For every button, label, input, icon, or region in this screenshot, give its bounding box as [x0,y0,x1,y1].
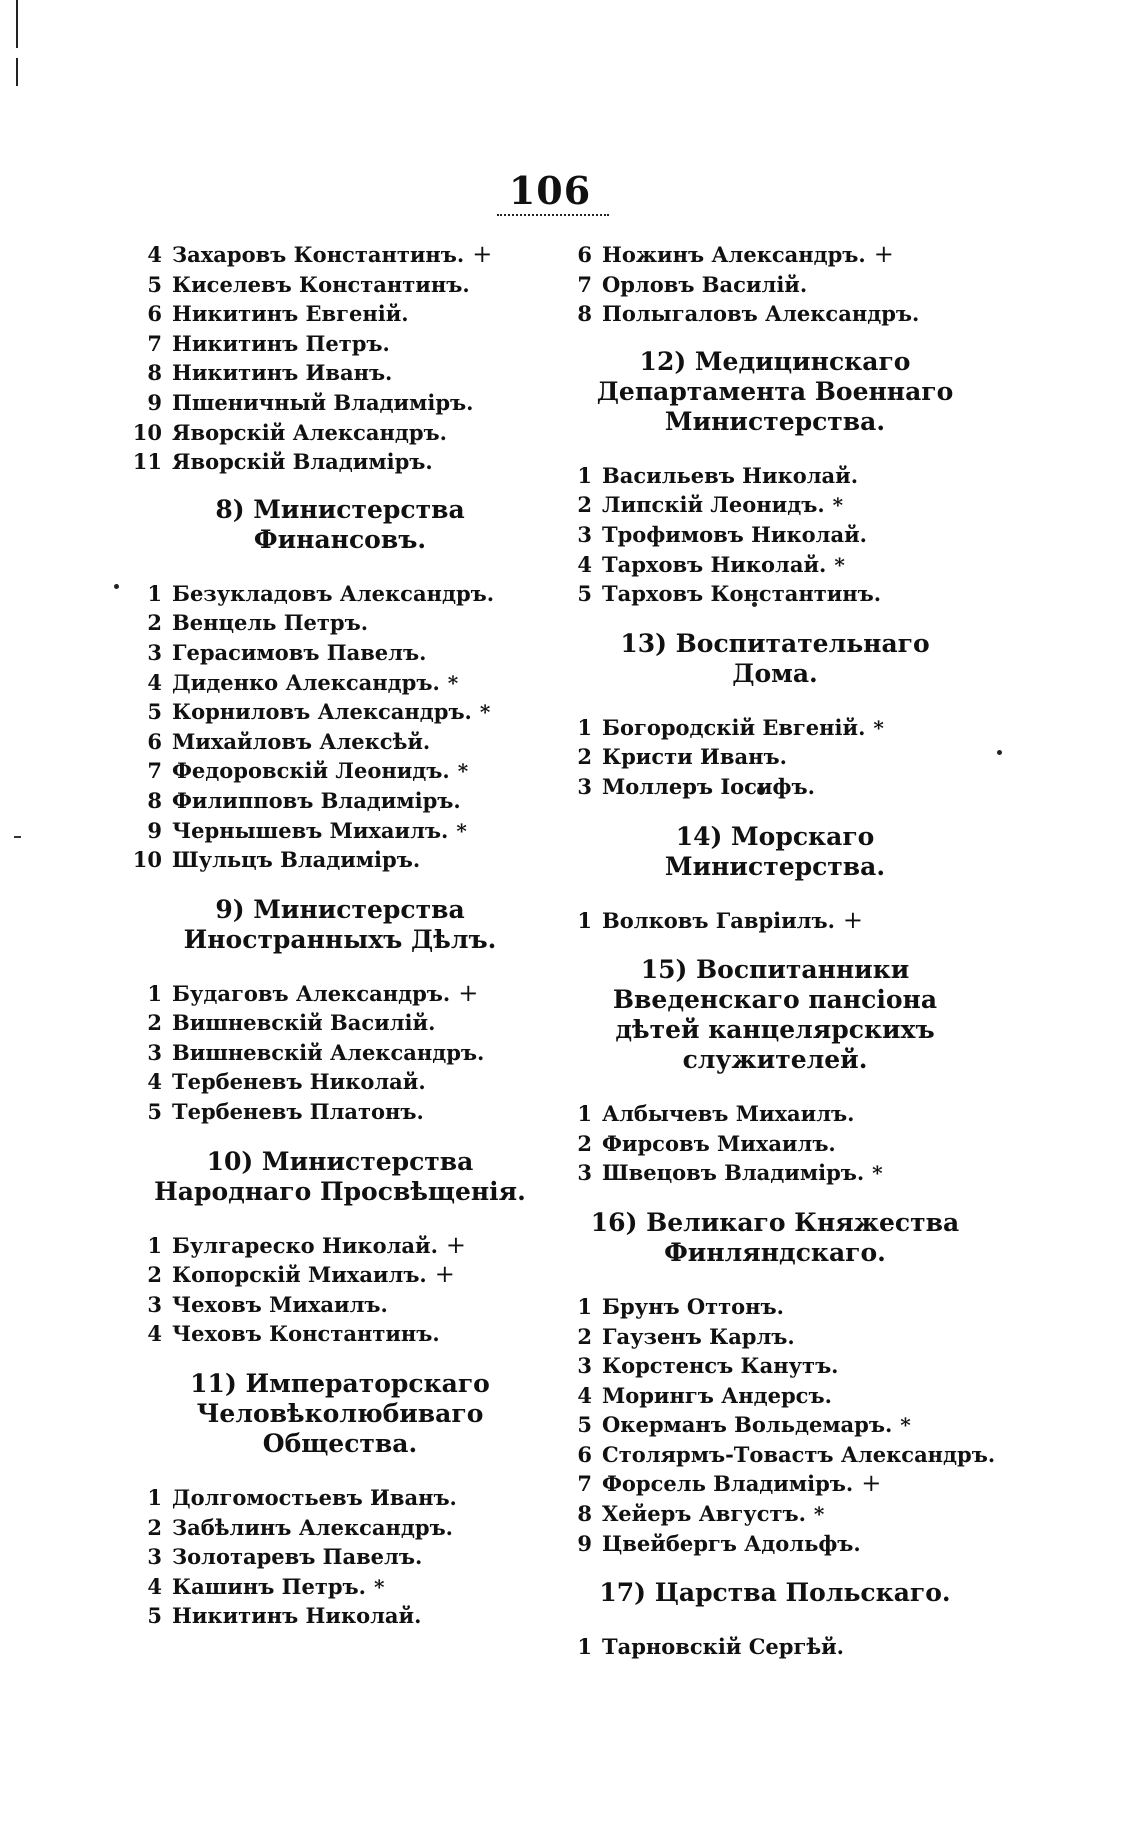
entry-name: Форсель Владиміръ. [602,1471,854,1497]
entry-number: 4 [147,1069,162,1095]
asterisk-mark: * [832,493,844,518]
section-heading [560,629,990,689]
asterisk-mark: * [873,715,884,740]
entry-number: 7 [577,271,592,297]
entry-name: Копорскій Михаилъ. [172,1262,427,1288]
list-item [130,756,550,786]
list-item [130,608,550,638]
entry-number: 10 [132,847,162,873]
list-item [560,1292,990,1322]
entry-number: 5 [577,581,592,607]
entry-name: Вишневскій Василій. [172,1010,436,1036]
entry-number: 5 [147,1603,162,1629]
entry-name: Никитинъ Петръ. [172,330,390,356]
entry-name: Забѣлинъ Александръ. [172,1514,453,1540]
entry-name: Столярмъ-Товастъ Александръ. [602,1441,996,1467]
asterisk-mark: * [834,552,845,577]
entry-name: Корниловъ Александръ. [172,699,472,725]
section-heading [560,1208,990,1268]
list-item [130,240,550,270]
entry-number: 8 [147,787,162,813]
entry-number: 7 [147,330,162,356]
entry-name: Золотаревъ Павелъ. [172,1544,423,1570]
section-heading [130,1147,550,1207]
scan-speck [114,584,119,589]
entry-number: 1 [577,907,592,933]
section-heading [560,955,990,1075]
list-item [130,447,550,477]
list-item [130,1067,550,1097]
entry-number: 1 [147,1232,162,1258]
entry-number: 1 [147,580,162,606]
list-item [130,845,550,875]
list-item [560,299,990,329]
entry-name: Трофимовъ Николай. [602,521,867,547]
entry-name: Гаузенъ Карлъ. [602,1323,795,1349]
section-title: 10) Министерства Народнаго Просвѣщенія. [154,1146,526,1206]
list-item [130,1319,550,1349]
entry-name: Чеховъ Константинъ. [172,1321,440,1347]
list-item [560,1322,990,1352]
section-title: 9) Министерства Иностранныхъ Дѣлъ. [183,894,497,954]
entry-number: 4 [147,1321,162,1347]
entry-name: Михайловъ Алексѣй. [172,728,431,754]
entry-number: 6 [147,728,162,754]
entry-number: 6 [577,242,592,267]
list-item [560,270,990,300]
list-item [130,638,550,668]
entry-name: Кашинъ Петръ. [172,1573,366,1599]
entry-name: Долгомостьевъ Иванъ. [172,1485,457,1511]
entry-name: Безукладовъ Александръ. [172,580,495,606]
entry-number: 3 [147,1544,162,1570]
entry-number: 4 [577,1382,592,1408]
list-item [130,1260,550,1290]
entry-name: Тарховъ Николай. [602,551,827,577]
cross-mark: + [458,978,479,1007]
section-title: 12) Медицинскаго Департамента Военнаго Министерства. [596,346,954,436]
entry-number: 5 [147,699,162,725]
entry-number: 2 [577,1130,592,1156]
entry-number: 5 [147,1099,162,1125]
entry-number: 5 [147,271,162,297]
scan-speck [14,836,21,838]
entry-name: Чернышевъ Михаилъ. [172,817,449,843]
section-heading [560,1578,990,1608]
entry-number: 4 [577,551,592,577]
entry-name: Фирсовъ Михаилъ. [602,1130,836,1156]
entry-name: Полыгаловъ Александръ. [602,301,920,327]
list-item [560,490,990,520]
entry-number: 1 [577,714,592,740]
list-item [130,388,550,418]
list-item [560,461,990,491]
entry-name: Тербеневъ Платонъ. [172,1099,424,1125]
section-title: 11) Императорскаго Человѣколюбиваго Общества. [190,1369,490,1459]
scan-edge-line [16,58,18,86]
cross-mark: + [472,240,493,268]
list-item [560,1632,990,1662]
list-item [130,1097,550,1127]
entry-name: Морингъ Андерсъ. [602,1382,832,1408]
entry-name: Албычевъ Михаилъ. [602,1101,855,1127]
section-heading [130,1369,550,1459]
entry-name: Богородскій Евгеній. [602,714,866,740]
entry-number: 1 [577,1634,592,1660]
list-item [560,579,990,609]
list-item [130,727,550,757]
entry-number: 7 [577,1471,592,1497]
list-item [130,1290,550,1320]
entry-name: Ножинъ Александръ. [602,242,866,267]
entry-name: Корстенсъ Канутъ. [602,1353,839,1379]
list-item [130,816,550,846]
list-item [130,1542,550,1572]
left-column [130,240,550,1631]
entry-name: Кристи Иванъ. [602,744,787,770]
cross-mark: + [873,240,894,268]
entry-name: Тарховъ Константинъ. [602,581,882,607]
asterisk-mark: * [447,670,459,695]
section-title: 16) Великаго Княжества Финляндскаго. [590,1207,960,1267]
entry-number: 4 [147,1573,162,1599]
entry-name: Вишневскій Александръ. [172,1039,485,1065]
section-title: 15) Воспитанники Введенскаго пансіона дѣтей канцелярскихъ служителей. [612,955,938,1075]
entry-number: 8 [577,301,592,327]
entry-name: Пшеничный Владиміръ. [172,389,474,415]
entry-number: 4 [147,242,162,267]
section-heading [560,347,990,437]
asterisk-mark: * [456,818,467,843]
entry-number: 1 [577,1293,592,1319]
entry-name: Хейеръ Августъ. [602,1501,806,1527]
entry-name: Чеховъ Михаилъ. [172,1291,388,1317]
cross-mark: + [445,1230,466,1259]
list-item [130,1038,550,1068]
list-item [560,906,990,936]
entry-number: 9 [577,1530,592,1556]
entry-number: 2 [147,610,162,636]
section-heading [130,895,550,955]
entry-name: Диденко Александръ. [172,669,440,695]
list-item [560,240,990,270]
asterisk-mark: * [900,1413,911,1438]
list-item [130,1572,550,1602]
entry-name: Никитинъ Евгеній. [172,301,409,327]
entry-number: 4 [147,669,162,695]
entry-number: 3 [577,1160,592,1186]
entry-name: Брунъ Оттонъ. [602,1293,784,1319]
list-item [560,1469,990,1499]
page-number: 106 [508,168,592,213]
entry-number: 8 [147,360,162,386]
entry-number: 5 [577,1412,592,1438]
entry-number: 1 [577,1101,592,1127]
asterisk-mark: * [813,1502,825,1527]
entry-name: Моллеръ Іосифъ. [602,773,815,799]
asterisk-mark: * [872,1161,883,1186]
entry-name: Тербеневъ Николай. [172,1069,426,1095]
entry-number: 1 [147,980,162,1006]
list-item [560,1129,990,1159]
entry-name: Венцель Петръ. [172,610,369,636]
entry-number: 3 [147,1291,162,1317]
list-item [560,1351,990,1381]
entry-number: 11 [132,449,162,475]
entry-name: Киселевъ Константинъ. [172,271,470,297]
entry-number: 6 [577,1441,592,1467]
list-item [130,1008,550,1038]
entry-number: 9 [147,389,162,415]
asterisk-mark: * [457,759,469,784]
entry-number: 2 [147,1514,162,1540]
section-title: 14) Морскаго Министерства. [664,821,886,881]
entry-name: Тарновскій Сергѣй. [602,1634,844,1660]
page-number-underline [497,214,609,216]
entry-name: Цвейбергъ Адольфъ. [602,1530,861,1556]
list-item [560,742,990,772]
list-item [560,1410,990,1440]
entry-name: Орловъ Василій. [602,271,808,297]
entry-number: 3 [577,1353,592,1379]
entry-number: 8 [577,1501,592,1527]
list-item [560,520,990,550]
cross-mark: + [434,1260,455,1289]
list-item [560,1099,990,1129]
entry-number: 2 [577,744,592,770]
list-item [560,1529,990,1559]
entry-name: Булгареско Николай. [172,1232,438,1258]
entry-name: Яворскій Александръ. [172,419,447,445]
entry-number: 7 [147,758,162,784]
section-title: 17) Царства Польскаго. [599,1578,951,1608]
entry-name: Липскій Леонидъ. [602,492,825,518]
entry-number: 1 [147,1485,162,1511]
list-item [130,1483,550,1513]
list-item [560,772,990,802]
entry-number: 3 [577,521,592,547]
entry-name: Волковъ Гавріилъ. [602,907,835,933]
entry-name: Герасимовъ Павелъ. [172,639,427,665]
list-item [130,786,550,816]
list-item [130,697,550,727]
entry-name: Окерманъ Вольдемаръ. [602,1412,893,1438]
entry-number: 2 [577,492,592,518]
entry-name: Филипповъ Владиміръ. [172,787,461,813]
section-heading [560,822,990,882]
entry-name: Никитинъ Иванъ. [172,360,393,386]
section-heading [130,495,550,555]
entry-number: 1 [577,462,592,488]
list-item [130,418,550,448]
entry-number: 9 [147,817,162,843]
entry-name: Захаровъ Константинъ. [172,242,465,267]
list-item [130,1513,550,1543]
list-item [130,979,550,1009]
entry-name: Шульцъ Владиміръ. [172,847,421,873]
list-item [130,299,550,329]
list-item [560,550,990,580]
list-item [130,1601,550,1631]
entry-name: Швецовъ Владиміръ. [602,1160,865,1186]
list-item [130,579,550,609]
list-item [560,713,990,743]
section-title: 8) Министерства Финансовъ. [215,494,465,554]
list-item [130,1231,550,1261]
entry-number: 2 [577,1323,592,1349]
entry-number: 10 [132,419,162,445]
entry-number: 3 [147,639,162,665]
entry-number: 6 [147,301,162,327]
list-item [560,1381,990,1411]
entry-name: Никитинъ Николай. [172,1603,422,1629]
section-title: 13) Воспитательнаго Дома. [620,628,930,688]
entry-name: Будаговъ Александръ. [172,980,451,1006]
list-item [560,1499,990,1529]
list-item [560,1158,990,1188]
entry-number: 3 [147,1039,162,1065]
entry-name: Васильевъ Николай. [602,462,859,488]
scan-speck [997,750,1002,755]
right-column [560,240,996,1662]
list-item [130,668,550,698]
list-item [560,1440,996,1470]
list-item [130,270,550,300]
cross-mark: + [861,1469,882,1498]
list-item [130,358,550,388]
entry-number: 3 [577,773,592,799]
asterisk-mark: * [479,700,491,725]
entry-name: Яворскій Владиміръ. [172,449,433,475]
list-item [130,329,550,359]
cross-mark: + [842,905,864,934]
asterisk-mark: * [373,1574,385,1599]
entry-number: 2 [147,1262,162,1288]
entry-number: 2 [147,1010,162,1036]
scan-edge-line [16,0,18,48]
entry-name: Федоровскій Леонидъ. [172,758,450,784]
